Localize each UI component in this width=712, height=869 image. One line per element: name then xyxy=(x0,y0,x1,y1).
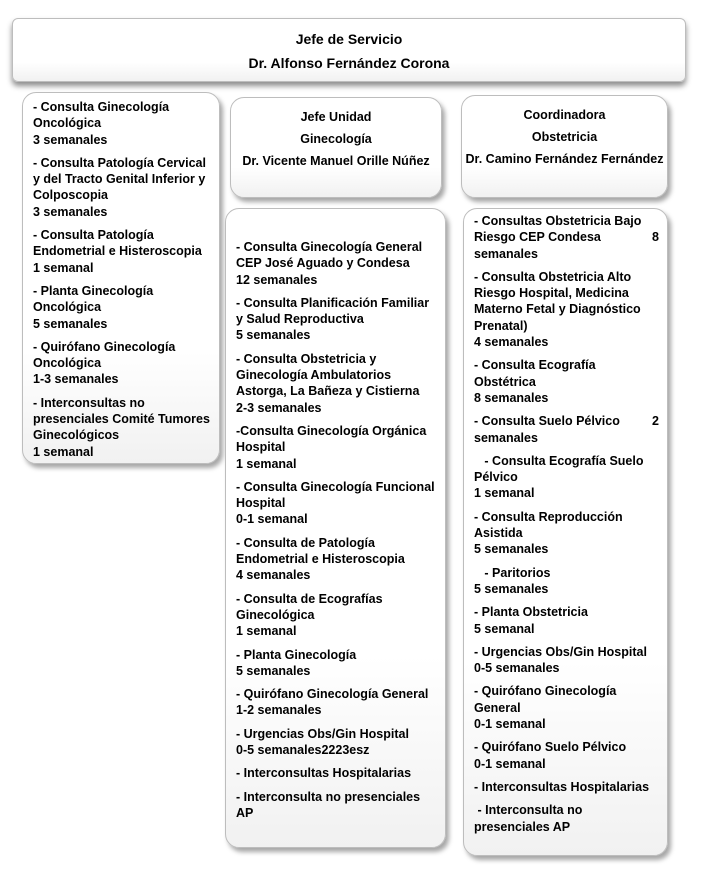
list-item xyxy=(474,779,659,795)
item-text: - Consulta de Patología Endometrial e Histeroscopia xyxy=(236,535,405,567)
item-detail: 2-3 semanales xyxy=(236,400,322,415)
item-detail: 5 semanales xyxy=(33,316,108,331)
item-detail: 4 semanales xyxy=(236,568,311,583)
list-item xyxy=(474,509,659,558)
list-item xyxy=(33,395,214,460)
item-text: - Planta Ginecología Oncológica xyxy=(33,283,157,315)
list-item xyxy=(33,283,211,332)
item-detail: 5 semanales xyxy=(236,328,311,343)
item-text: - Planta Ginecología xyxy=(236,647,357,662)
list-item xyxy=(474,683,659,732)
item-detail: 8 semanales xyxy=(474,390,549,405)
item-detail: semanales xyxy=(474,246,538,261)
list-item xyxy=(33,227,211,276)
item-text: - Consulta Patología Endometrial e Histeroscopia xyxy=(33,228,202,259)
item-detail: 5 semanales xyxy=(236,663,311,678)
list-item xyxy=(474,213,659,262)
list-item xyxy=(236,423,437,472)
item-detail: 1 semanal xyxy=(33,260,94,275)
item-text: - Interconsulta no presenciales AP xyxy=(474,803,586,834)
item-detail: 5 semanales xyxy=(474,542,549,557)
item-text: - Consulta de Ecografías Ginecológica xyxy=(236,591,387,622)
header-line: Jefe Unidad xyxy=(300,110,372,124)
item-text: - Consulta Ginecología Funcional Hospital xyxy=(236,479,439,511)
item-text: - Interconsultas Hospitalarias xyxy=(474,779,650,794)
header-line: Dr. Vicente Manuel Orille Núñez xyxy=(242,154,430,168)
item-text: - Interconsulta no presenciales AP xyxy=(236,789,424,820)
item-detail: 1 semanal xyxy=(236,624,297,639)
item-text: - Paritorios xyxy=(474,565,551,580)
list-item xyxy=(33,99,211,148)
list-item xyxy=(236,239,437,288)
list-item xyxy=(474,604,659,637)
list-item xyxy=(236,765,437,781)
jefe-servicio-title: Jefe de Servicio xyxy=(295,31,403,47)
item-detail: 0-1 semanal xyxy=(474,717,546,732)
header-line: Ginecología xyxy=(300,132,372,146)
list-item xyxy=(236,479,437,528)
list-item xyxy=(236,726,437,759)
header-line: Obstetricia xyxy=(531,130,598,144)
item-text: - Quirófano Ginecología General xyxy=(474,684,620,715)
item-text: - Consultas Obstetricia Bajo Riesgo CEP Condesa xyxy=(474,214,645,245)
item-text: - Consulta Obstetricia Alto Riesgo Hospital, Medicina Materno Fetal y Diagnóstico Prenatal) xyxy=(474,269,645,333)
list-item xyxy=(236,591,437,640)
list-item xyxy=(236,535,437,584)
list-item xyxy=(33,339,211,388)
item-text: - Consulta Ecografía Obstétrica xyxy=(474,358,600,389)
list-item xyxy=(236,295,437,344)
item-detail: 0-5 semanales xyxy=(474,661,560,676)
list-item xyxy=(474,357,659,406)
item-detail: 0-1 semanal xyxy=(474,756,546,771)
item-detail: 1-2 semanales xyxy=(236,703,322,718)
item-text: - Quirófano Ginecología General xyxy=(236,687,429,702)
item-text: - Interconsultas Hospitalarias xyxy=(236,766,412,781)
list-item xyxy=(474,644,659,677)
header-line: Coordinadora xyxy=(523,108,606,122)
item-text: - Planta Obstetricia xyxy=(474,605,588,620)
item-detail: 1 semanal xyxy=(474,486,535,501)
item-text: - Consulta Planificación Familiar y Salud Reproductiva xyxy=(236,295,433,327)
list-item xyxy=(236,686,437,719)
jefe-servicio-box xyxy=(12,18,686,82)
item-detail: 4 semanales xyxy=(474,335,549,350)
list-item xyxy=(474,739,659,772)
list-item xyxy=(474,565,659,598)
item-detail: semanales xyxy=(474,430,538,445)
item-detail: 1-3 semanales xyxy=(33,372,119,387)
list-item xyxy=(236,647,437,680)
item-detail: 1 semanal xyxy=(33,444,94,459)
item-text: - Consulta Patología Cervical y del Tracto Genital Inferior y Colposcopia xyxy=(33,155,210,203)
item-detail: 5 semanales xyxy=(474,581,549,596)
item-detail: 3 semanales xyxy=(33,132,108,147)
list-item xyxy=(236,789,437,822)
list-item xyxy=(474,802,659,835)
item-text: - Consulta Suelo Pélvico xyxy=(474,414,620,429)
item-text: - Interconsultas no presenciales Comité Tumores Ginecológicos xyxy=(33,395,214,443)
item-text: - Consulta Obstetricia y Ginecología Ambulatorios Astorga, La Bañeza y Cistierna xyxy=(236,351,420,399)
jefe-unidad-ginecologia-box xyxy=(230,97,442,198)
item-detail: 5 semanal xyxy=(474,621,535,636)
header-line: Dr. Camino Fernández Fernández xyxy=(465,152,664,166)
list-item xyxy=(236,351,437,416)
item-count: 8 xyxy=(652,230,659,244)
coordinadora-obstetricia-box xyxy=(461,95,668,198)
item-text: - Consulta Ginecología General CEP José Aguado y Condesa xyxy=(236,240,426,271)
item-detail: 3 semanales xyxy=(33,204,108,219)
item-detail: 0-5 semanales2223esz xyxy=(236,743,370,758)
item-detail: 12 semanales xyxy=(236,272,318,287)
ginecologia-list-box xyxy=(225,208,446,848)
item-text: - Consulta Ginecología Oncológica xyxy=(33,100,173,131)
item-count: 2 xyxy=(652,414,659,429)
list-item xyxy=(474,269,659,350)
item-detail: 1 semanal xyxy=(236,456,297,471)
list-item xyxy=(474,413,659,446)
item-text: - Quirófano Ginecología Oncológica xyxy=(33,339,179,371)
list-item xyxy=(33,155,211,220)
item-detail: 0-1 semanal xyxy=(236,512,308,527)
item-text: - Consulta Ecografía Suelo Pélvico xyxy=(474,453,647,485)
item-text: - Consulta Reproducción Asistida xyxy=(474,509,626,541)
item-text: - Urgencias Obs/Gin Hospital xyxy=(474,644,647,659)
obstetricia-list-box xyxy=(463,208,668,856)
jefe-servicio-name: Dr. Alfonso Fernández Corona xyxy=(248,55,450,71)
list-item xyxy=(474,453,659,502)
item-text: - Quirófano Suelo Pélvico xyxy=(474,740,627,755)
item-text: -Consulta Ginecología Orgánica Hospital xyxy=(236,423,430,455)
item-text: - Urgencias Obs/Gin Hospital xyxy=(236,726,409,741)
oncologia-list-box xyxy=(22,92,220,464)
